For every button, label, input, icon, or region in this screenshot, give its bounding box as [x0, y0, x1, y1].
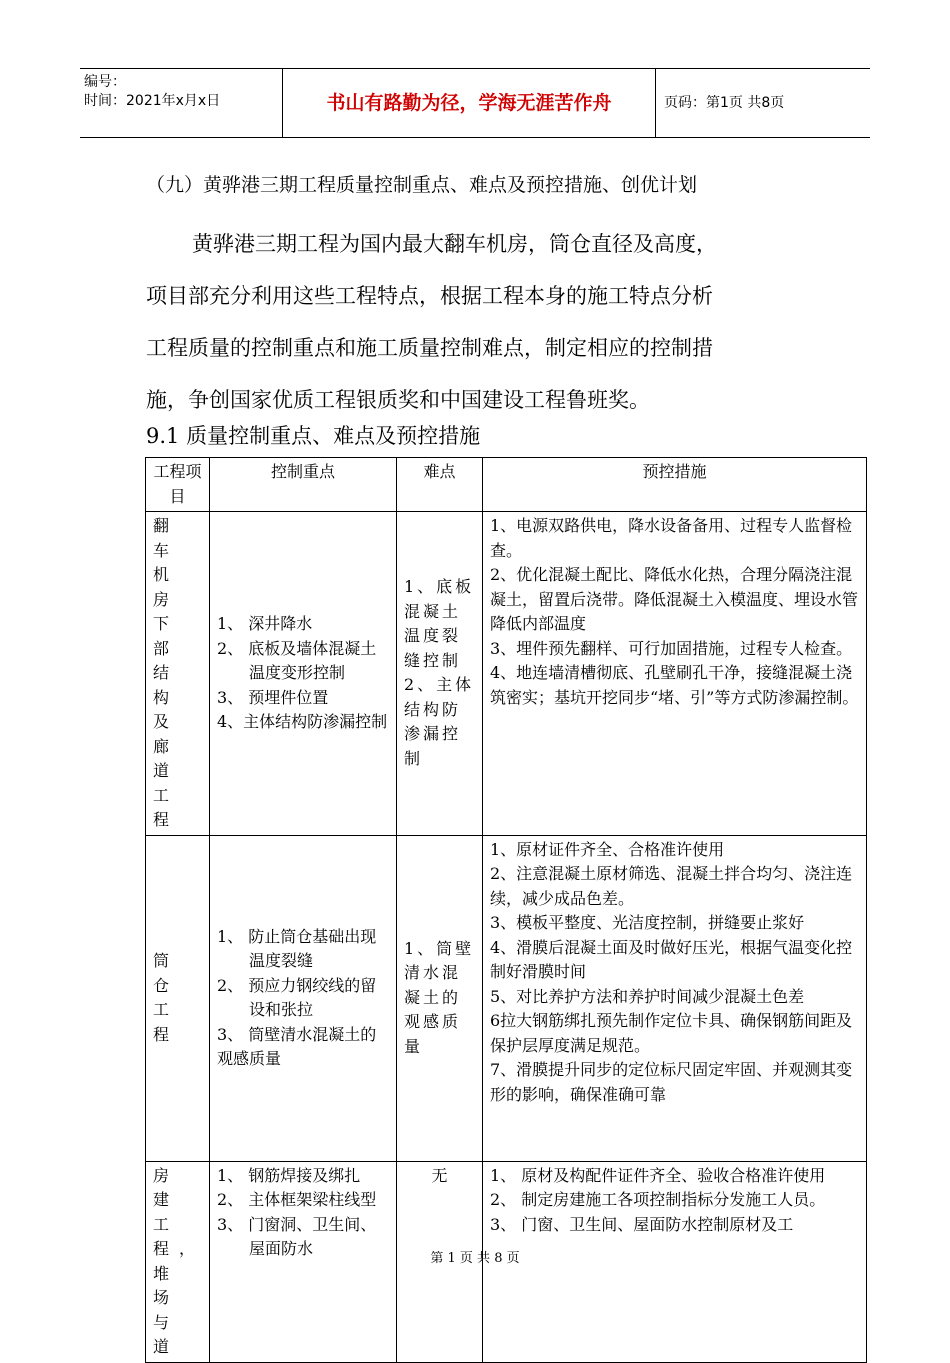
project-cell: 翻车机房下部结构及廊道工程 [146, 512, 210, 836]
header-project: 工程项目 [146, 458, 210, 512]
key-point: 2、 主体框架梁柱线型 [217, 1190, 377, 1209]
difficulty: 1、筒壁清水混凝土的观感质量 [404, 938, 475, 1056]
key-point: 2、 预应力钢绞线的留设和张拉 [217, 975, 377, 1019]
header-key-points: 控制重点 [210, 458, 397, 512]
header-difficulties: 难点 [397, 458, 483, 512]
difficulty: 1、底板混凝土温度裂缝控制 [404, 577, 475, 670]
difficulty: 无 [431, 1165, 448, 1185]
page-header [80, 68, 870, 138]
key-point: 4、主体结构防渗漏控制 [217, 712, 388, 731]
measure: 4、滑膜后混凝土面及时做好压光，根据气温变化控制好滑膜时间 [490, 937, 853, 981]
measure: 4、地连墙清槽彻底、孔壁刷孔干净，接缝混凝土浇筑密实；基坑开挖同步“堵、引”等方式防渗漏控制。 [490, 663, 859, 707]
date-label: 时间：2021年x月x日 [84, 93, 221, 109]
table-row [146, 835, 867, 1161]
key-points-cell [210, 512, 397, 836]
measures-cell [483, 835, 867, 1161]
project-cell: 房建工程，堆场与道 [146, 1161, 210, 1362]
key-point: 1、 钢筋焊接及绑扎 [217, 1165, 361, 1185]
difficulty: 2、主体结构防渗漏控制 [404, 675, 475, 768]
header-left-cell [80, 69, 282, 137]
header-motto: 书山有路勤为径，学海无涯苦作舟 [282, 69, 656, 137]
subheading: 9.1 质量控制重点、难点及预控措施 [146, 424, 481, 448]
measure: 6拉大钢筋绑扎预先制作定位卡具、确保钢筋间距及保护层厚度满足规范。 [490, 1011, 853, 1055]
key-point: 3、 门窗洞、卫生间、屋面防水 [217, 1214, 377, 1258]
key-point: 1、 深井降水 [217, 614, 313, 633]
measure: 5、对比养护方法和养护时间减少混凝土色差 [490, 986, 805, 1006]
measure: 1、原材证件齐全、合格准许使用 [490, 839, 725, 859]
page-footer: 第 1 页 共 8 页 [430, 1251, 520, 1266]
header-measures: 预控措施 [483, 458, 867, 512]
key-point: 1、 防止筒仓基础出现温度裂缝 [217, 926, 377, 970]
measure: 2、 制定房建施工各项控制指标分发施工人员。 [490, 1190, 826, 1209]
key-point: 2、 底板及墙体混凝土温度变形控制 [217, 638, 377, 682]
serial-label: 编号： [84, 74, 126, 90]
measure: 7、滑膜提升同步的定位标尺固定牢固、并观测其变形的影响，确保准确可靠 [490, 1060, 853, 1104]
measure: 2、注意混凝土原材筛选、混凝土拌合均匀、浇注连续，减少成品色差。 [490, 864, 853, 908]
quality-control-table [145, 457, 867, 1363]
section-heading: （九）黄骅港三期工程质量控制重点、难点及预控措施、创优计划 [146, 174, 698, 196]
measure: 2、优化混凝土配比、降低水化热，合理分隔浇注混凝土，留置后浇带。降低混凝土入模温度、埋设水管降低内部温度 [490, 565, 859, 633]
intro-paragraph [146, 218, 826, 426]
key-points-cell [210, 835, 397, 1161]
measure: 3、模板平整度、光洁度控制，拼缝要止浆好 [490, 913, 805, 932]
intro-line: 工程质量的控制重点和施工质量控制难点，制定相应的控制措 [146, 336, 713, 360]
project-cell: 筒仓工程 [146, 835, 210, 1161]
intro-line: 项目部充分利用这些工程特点，根据工程本身的施工特点分析 [146, 284, 713, 308]
measures-cell [483, 512, 867, 836]
measure: 3、埋件预先翻样、可行加固措施，过程专人检查。 [490, 638, 853, 658]
difficulties-cell [397, 512, 483, 836]
table-header-row [146, 458, 867, 512]
intro-line: 施，争创国家优质工程银质奖和中国建设工程鲁班奖。 [146, 388, 650, 412]
intro-line: 黄骅港三期工程为国内最大翻车机房，筒仓直径及高度， [192, 232, 717, 256]
key-point: 3、 筒壁清水混凝土的观感质量 [217, 1024, 377, 1068]
measure: 3、 门窗、卫生间、屋面防水控制原材及工 [490, 1214, 794, 1234]
measure: 1、电源双路供电，降水设备备用、过程专人监督检查。 [490, 516, 853, 560]
difficulties-cell [397, 835, 483, 1161]
key-point: 3、 预埋件位置 [217, 687, 329, 707]
header-page-info: 页码：第1页 共8页 [664, 95, 785, 111]
table-row [146, 512, 867, 836]
measure: 1、 原材及构配件证件齐全、验收合格准许使用 [490, 1165, 826, 1185]
